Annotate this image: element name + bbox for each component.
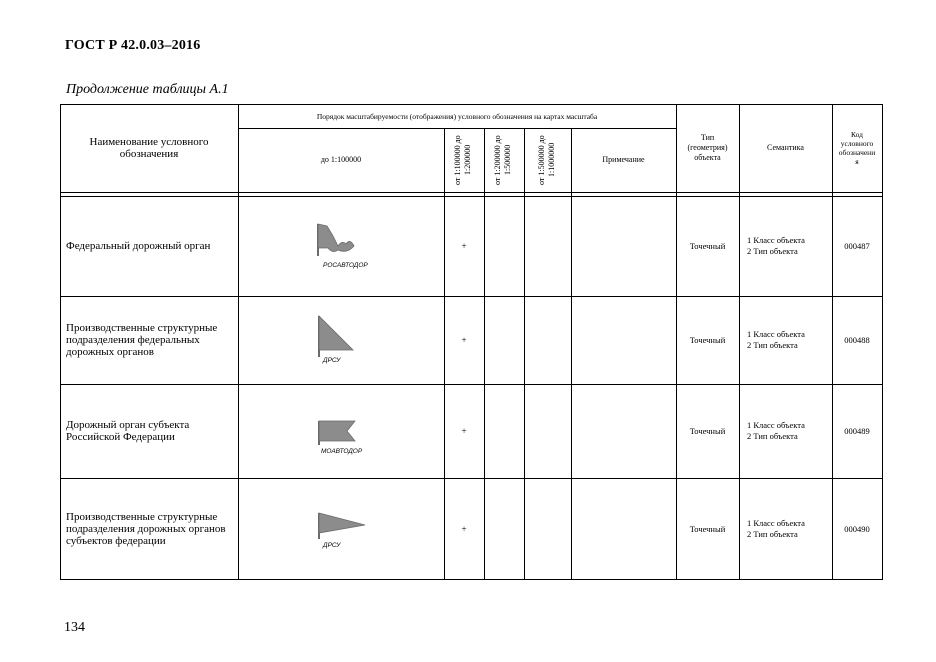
row-1-mark: + xyxy=(461,241,467,251)
row-1-symbol-label: РОСАВТОДОР xyxy=(323,262,368,269)
row-2-symbol-label: ДРСУ xyxy=(323,357,341,364)
row-3-mark: + xyxy=(461,426,467,436)
row-2-name: Производственные структурные подразделения федеральных дорожных органов xyxy=(66,322,218,358)
col-line-3 xyxy=(484,128,485,580)
triangle-pennant-icon xyxy=(311,312,371,368)
row-3-semantics-2: 2 Тип объекта xyxy=(747,431,798,441)
row-3-symbol xyxy=(238,384,444,478)
row-1-semantics xyxy=(739,196,832,296)
row-4-semantics-2: 2 Тип объекта xyxy=(747,528,798,539)
row-1-semantics-1: 1 Класс объекта xyxy=(747,235,805,245)
symbols-table xyxy=(60,104,883,580)
row-1-code: 000487 xyxy=(844,241,870,251)
row-2-semantics-1: 1 Класс объекта xyxy=(747,329,805,339)
header-semantics: Семантика xyxy=(767,143,804,152)
header-scale-group: Порядок масштабируемости (отображения) условного обозначения на картах масштаба xyxy=(316,111,598,121)
header-scale-3-cell xyxy=(484,128,524,192)
row-1-semantics-2: 2 Тип объекта xyxy=(747,246,798,256)
header-code: Код условного обозначения xyxy=(838,130,876,166)
page-number: 134 xyxy=(64,620,85,635)
row-1-type: Точечный xyxy=(689,241,726,251)
row-4-mark: + xyxy=(461,523,467,534)
header-scale-2-cell xyxy=(444,128,484,192)
header-scale-4: от 1:500000 до 1:1000000 xyxy=(536,135,556,185)
federal-road-agency-flag-icon xyxy=(311,218,371,274)
row-3-code: 000489 xyxy=(844,426,870,436)
row-2-type: Точечный xyxy=(689,335,726,345)
table-border-bottom xyxy=(60,579,883,580)
row-1-name: Федеральный дорожный орган xyxy=(66,240,211,252)
pointed-pennant-icon xyxy=(309,501,373,557)
row-4-semantics xyxy=(739,478,832,579)
row-4-name: Производственные структурные подразделения дорожных органов субъектов федерации xyxy=(66,510,226,547)
header-scale-1: до 1:100000 xyxy=(320,155,362,164)
header-type: Тип (геометрия) объекта xyxy=(687,133,728,162)
col-line-5 xyxy=(571,128,572,580)
header-separator-1 xyxy=(60,192,883,193)
row-3-semantics-1: 1 Класс объекта xyxy=(747,420,805,430)
table-continuation-label: Продолжение таблицы А.1 xyxy=(66,82,229,97)
row-2-symbol xyxy=(238,296,444,384)
header-note: Примечание xyxy=(602,155,645,164)
header-scale-4-cell xyxy=(524,128,571,192)
row-3-semantics xyxy=(739,384,832,478)
standard-title: ГОСТ Р 42.0.03–2016 xyxy=(65,38,201,53)
row-3-symbol-label: МОАВТОДОР xyxy=(321,448,363,455)
row-3-type: Точечный xyxy=(689,426,726,436)
row-4-symbol xyxy=(238,478,444,579)
swallowtail-flag-icon xyxy=(311,403,371,459)
row-4-type: Точечный xyxy=(689,523,726,534)
table-border-right xyxy=(882,104,883,580)
col-line-4 xyxy=(524,128,525,580)
row-2-mark: + xyxy=(461,335,467,345)
header-scale-3: от 1:200000 до 1:500000 xyxy=(493,135,512,185)
row-4-symbol-label: ДРСУ xyxy=(323,541,341,549)
header-scale-2: от 1:100000 до 1:200000 xyxy=(453,135,472,185)
row-2-code: 000488 xyxy=(844,335,870,345)
row-2-semantics-2: 2 Тип объекта xyxy=(747,340,798,350)
row-2-semantics xyxy=(739,296,832,384)
row-1-symbol xyxy=(238,196,444,296)
row-4-semantics-1: 1 Класс объекта xyxy=(747,517,805,528)
row-4-code: 000490 xyxy=(844,523,870,534)
row-3-name: Дорожный орган субъекта Российской Федерации xyxy=(66,419,190,443)
header-name: Наименование условного обозначения xyxy=(89,136,209,160)
